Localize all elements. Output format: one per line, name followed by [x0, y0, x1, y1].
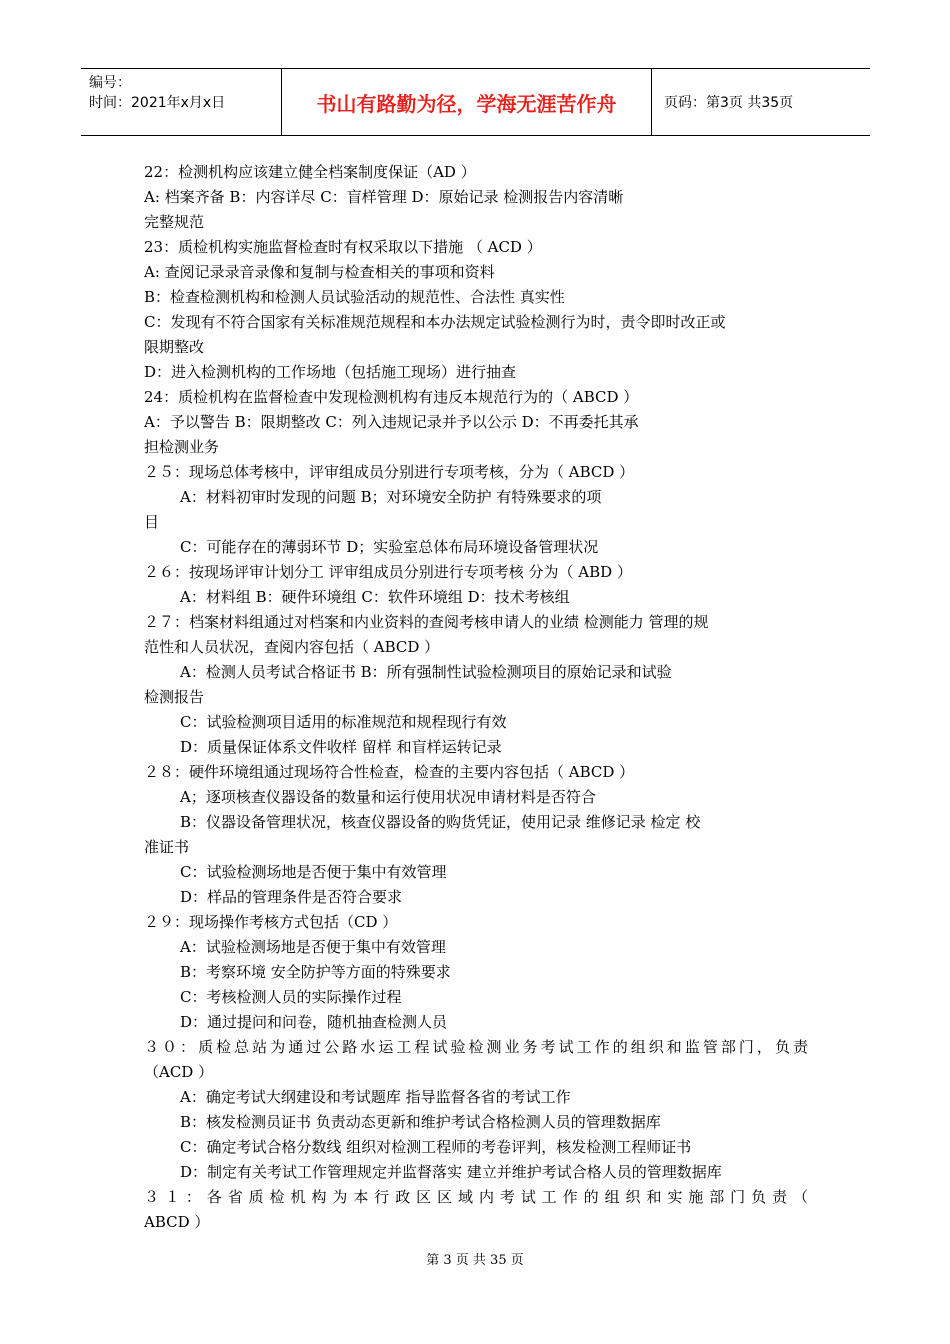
text-line: B：考察环境 安全防护等方面的特殊要求 — [180, 963, 451, 981]
document-body — [144, 160, 808, 1235]
text-line: 限期整改 — [144, 338, 205, 356]
text-line: C：可能存在的薄弱环节 D；实验室总体布局环境设备管理状况 — [180, 538, 599, 556]
text-line: D：样品的管理条件是否符合要求 — [180, 888, 403, 906]
text-line: D：通过提问和问卷，随机抽查检测人员 — [180, 1013, 448, 1031]
text-line: ２７：档案材料组通过对档案和内业资料的查阅考核申请人的业绩 检测能力 管理的规 — [144, 613, 709, 631]
text-line: A：检测人员考试合格证书 B：所有强制性试验检测项目的原始记录和试验 — [180, 663, 672, 681]
text-line: 准证书 — [144, 838, 190, 856]
text-line: C：试验检测项目适用的标准规范和规程现行有效 — [180, 713, 507, 731]
text-line: C：考核检测人员的实际操作过程 — [180, 988, 402, 1006]
text-line: A：确定考试大纲建设和考试题库 指导监督各省的考试工作 — [180, 1088, 571, 1106]
document-number-label: 编号： — [89, 75, 131, 91]
text-line: A: 档案齐备 B：内容详尽 C：盲样管理 D：原始记录 检测报告内容清晰 — [144, 188, 624, 206]
text-line: B：核发检测员证书 负责动态更新和维护考试合格检测人员的管理数据库 — [180, 1113, 661, 1131]
text-line: 范性和人员状况，查阅内容包括（ ABCD ） — [144, 638, 440, 656]
text-line: 担检测业务 — [144, 438, 220, 456]
text-line: D：质量保证体系文件收样 留样 和盲样运转记录 — [180, 738, 502, 756]
text-line: 目 — [144, 513, 160, 531]
text-line: ３０：质检总站为通过公路水运工程试验检测业务考试工作的组织和监管部门，负责 — [144, 1038, 808, 1056]
text-line: ２５：现场总体考核中，评审组成员分别进行专项考核，分为（ ABCD ） — [144, 463, 635, 481]
text-line: B：检查检测机构和检测人员试验活动的规范性、合法性 真实性 — [144, 288, 565, 306]
page-footer: 第 3 页 共 35 页 — [426, 1253, 524, 1268]
text-line: C：确定考试合格分数线 组织对检测工程师的考卷评判，核发检测工程师证书 — [180, 1138, 692, 1156]
text-line: D：进入检测机构的工作场地（包括施工现场）进行抽查 — [144, 363, 517, 381]
text-line: ２６：按现场评审计划分工 评审组成员分别进行专项考核 分为（ ABD ） — [144, 563, 632, 581]
page-header — [81, 68, 870, 136]
text-line: D：制定有关考试工作管理规定并监督落实 建立并维护考试合格人员的管理数据库 — [180, 1163, 722, 1181]
text-line: （ACD ） — [144, 1063, 214, 1081]
text-line: B：仪器设备管理状况，核查仪器设备的购货凭证，使用记录 维修记录 检定 校 — [180, 813, 701, 831]
text-line: C：试验检测场地是否便于集中有效管理 — [180, 863, 447, 881]
header-meta — [81, 69, 282, 135]
text-line: C：发现有不符合国家有关标准规范规程和本办法规定试验检测行为时，责令即时改正或 — [144, 313, 726, 331]
header-page-label: 页码：第3页 共35页 — [664, 95, 794, 111]
text-line: 22：检测机构应该建立健全档案制度保证（AD ） — [144, 163, 476, 181]
text-line: A: 查阅记录录音录像和复制与检查相关的事项和资料 — [144, 263, 495, 281]
text-line: A：材料组 B：硬件环境组 C：软件环境组 D：技术考核组 — [180, 588, 570, 606]
text-line: ABCD ） — [144, 1213, 210, 1231]
text-line: 24：质检机构在监督检查中发现检测机构有违反本规范行为的（ ABCD ） — [144, 388, 639, 406]
text-line: A：材料初审时发现的问题 B；对环境安全防护 有特殊要求的项 — [180, 488, 602, 506]
text-line: A：试验检测场地是否便于集中有效管理 — [180, 938, 446, 956]
text-line: A；逐项核查仪器设备的数量和运行使用状况申请材料是否符合 — [180, 788, 596, 806]
text-line: ２８：硬件环境组通过现场符合性检查，检查的主要内容包括（ ABCD ） — [144, 763, 635, 781]
text-line: 完整规范 — [144, 213, 205, 231]
text-line: 检测报告 — [144, 688, 205, 706]
header-motto: 书山有路勤为径，学海无涯苦作舟 — [282, 69, 652, 135]
text-line: ２９：现场操作考核方式包括（CD ） — [144, 913, 398, 931]
document-time-label: 时间：2021年x月x日 — [89, 95, 226, 111]
text-line: ３１：各省质检机构为本行政区区域内考试工作的组织和实施部门负责（ — [144, 1188, 808, 1206]
text-line: 23：质检机构实施监督检查时有权采取以下措施 （ ACD ） — [144, 238, 542, 256]
text-line: A：予以警告 B：限期整改 C：列入违规记录并予以公示 D：不再委托其承 — [144, 413, 639, 431]
